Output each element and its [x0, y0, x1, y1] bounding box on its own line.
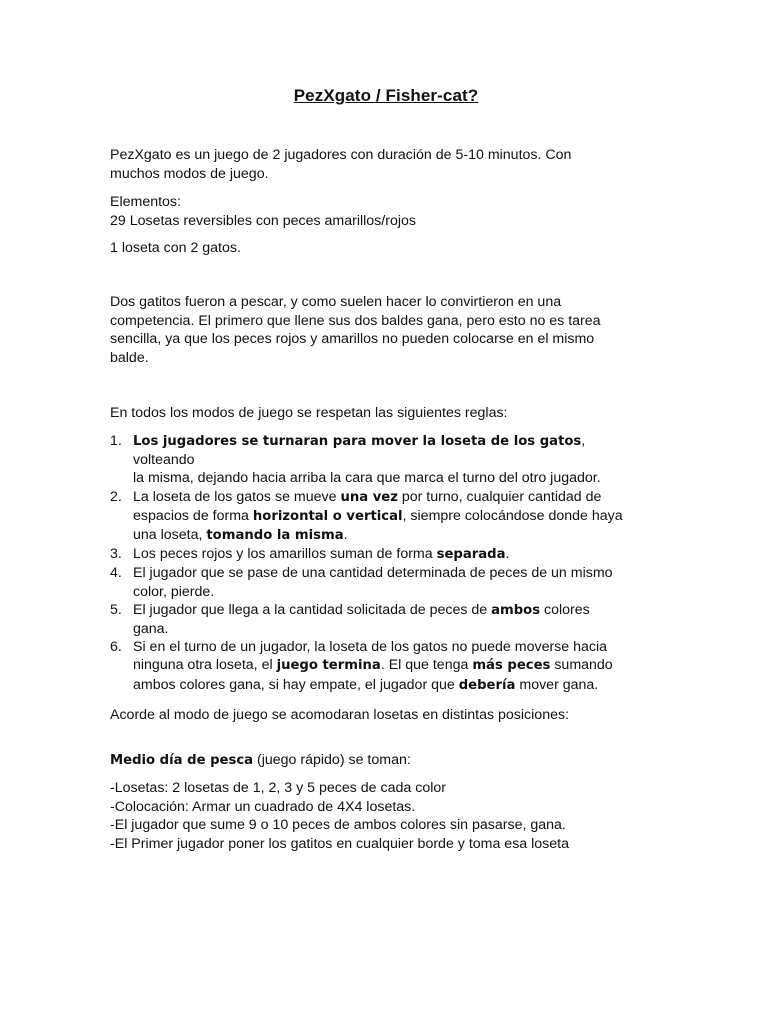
rule-number: 6. [110, 639, 122, 656]
rule-text: por turno, cualquier cantidad de [397, 488, 602, 505]
rule-number: 2. [110, 488, 122, 505]
rule-bold: debería [458, 677, 516, 693]
intro-paragraph [110, 146, 650, 183]
mode-details [110, 779, 650, 853]
rule-item [110, 601, 650, 638]
rule-text: . El que tenga [380, 657, 473, 674]
mode-detail-line: -El Primer jugador poner los gatitos en cualquier borde y toma esa loseta [110, 835, 569, 852]
rule-number: 4. [110, 565, 122, 582]
intro-line-1: PezXgato es un juego de 2 jugadores con duración de 5-10 minutos. Con [110, 147, 572, 163]
mode-detail-line: -Losetas: 2 losetas de 1, 2, 3 y 5 peces de cada color [110, 780, 446, 796]
rule-bold: una vez [340, 489, 398, 505]
rule-item [110, 545, 650, 564]
rule-text: ninguna otra loseta, el [133, 657, 277, 674]
rule-text: El jugador que se pase de una cantidad determinada de peces de un mismo [133, 565, 613, 582]
story-line-1: Dos gatitos fueron a pescar, y como suelen hacer lo convirtieron en una [110, 294, 562, 310]
modes-intro: Acorde al modo de juego se acomodaran losetas en distintas posiciones: [110, 707, 570, 723]
elements-heading: Elementos: [110, 194, 181, 210]
rule-text: Los peces rojos y los amarillos suman de forma [133, 546, 437, 563]
mode-heading [110, 751, 650, 771]
rules-intro: En todos los modos de juego se respetan las siguientes reglas: [110, 405, 508, 421]
document-title: PezXgato / Fisher-cat? [293, 86, 479, 105]
rule-bold: horizontal o vertical [252, 508, 403, 524]
rule-number: 5. [110, 601, 122, 618]
story-line-3: sencilla, ya que los peces rojos y amarillos no pueden colocarse en el mismo [110, 331, 595, 348]
rule-text: espacios de forma [133, 507, 253, 524]
rule-text: una loseta, [133, 527, 207, 544]
rule-item [110, 564, 650, 600]
rules-list [110, 432, 650, 695]
rule-bold: tomando la misma [206, 528, 344, 544]
elements-cat-tile: 1 loseta con 2 gatos. [110, 240, 241, 256]
rule-number: 1. [110, 433, 122, 449]
rule-text: . [343, 527, 348, 544]
rule-text: sumando [550, 657, 613, 674]
rule-text: Si en el turno de un jugador, la loseta de los gatos no puede moverse hacia [133, 639, 608, 656]
rule-item [110, 432, 650, 488]
rule-text: colores [540, 601, 590, 618]
rule-bold: juego termina [276, 658, 381, 674]
story-paragraph [110, 293, 650, 367]
elements-paragraph [110, 193, 650, 230]
elements-tiles: 29 Losetas reversibles con peces amarillos/rojos [110, 212, 416, 229]
intro-line-2: muchos modos de juego. [110, 165, 269, 182]
rule-text: la misma, dejando hacia arriba la cara que marca el turno del otro jugador. [133, 470, 601, 487]
rule-bold: ambos [491, 602, 541, 618]
rule-bold: Los jugadores se turnaran para mover la loseta de los gatos [133, 434, 582, 449]
rule-text: gana. [133, 621, 169, 638]
rule-number: 3. [110, 546, 122, 563]
rule-text: . [505, 546, 510, 563]
rule-text: La loseta de los gatos se mueve [133, 488, 341, 505]
rule-item [110, 638, 650, 695]
rule-text: , volteando [133, 433, 586, 469]
mode-suffix: (juego rápido) se toman: [253, 752, 411, 768]
mode-name: Medio día de pesca [110, 753, 254, 768]
rule-text: mover gana. [515, 676, 599, 693]
mode-detail-line: -Colocación: Armar un cuadrado de 4X4 losetas. [110, 798, 416, 815]
rule-bold: más peces [472, 658, 551, 674]
rule-text: El jugador que llega a la cantidad solicitada de peces de [133, 601, 492, 618]
mode-detail-line: -El jugador que sume 9 o 10 peces de ambos colores sin pasarse, gana. [110, 817, 566, 834]
rule-text: color, pierde. [133, 583, 215, 600]
rule-item [110, 488, 650, 546]
rule-text: , siempre colocándose donde haya [402, 507, 623, 524]
story-line-4: balde. [110, 349, 149, 366]
story-line-2: competencia. El primero que llene sus dos baldes gana, pero esto no es tarea [110, 312, 601, 329]
rule-bold: separada [436, 547, 506, 563]
cat-tile-paragraph [110, 239, 650, 258]
rule-text: ambos colores gana, si hay empate, el jugador que [133, 676, 459, 693]
